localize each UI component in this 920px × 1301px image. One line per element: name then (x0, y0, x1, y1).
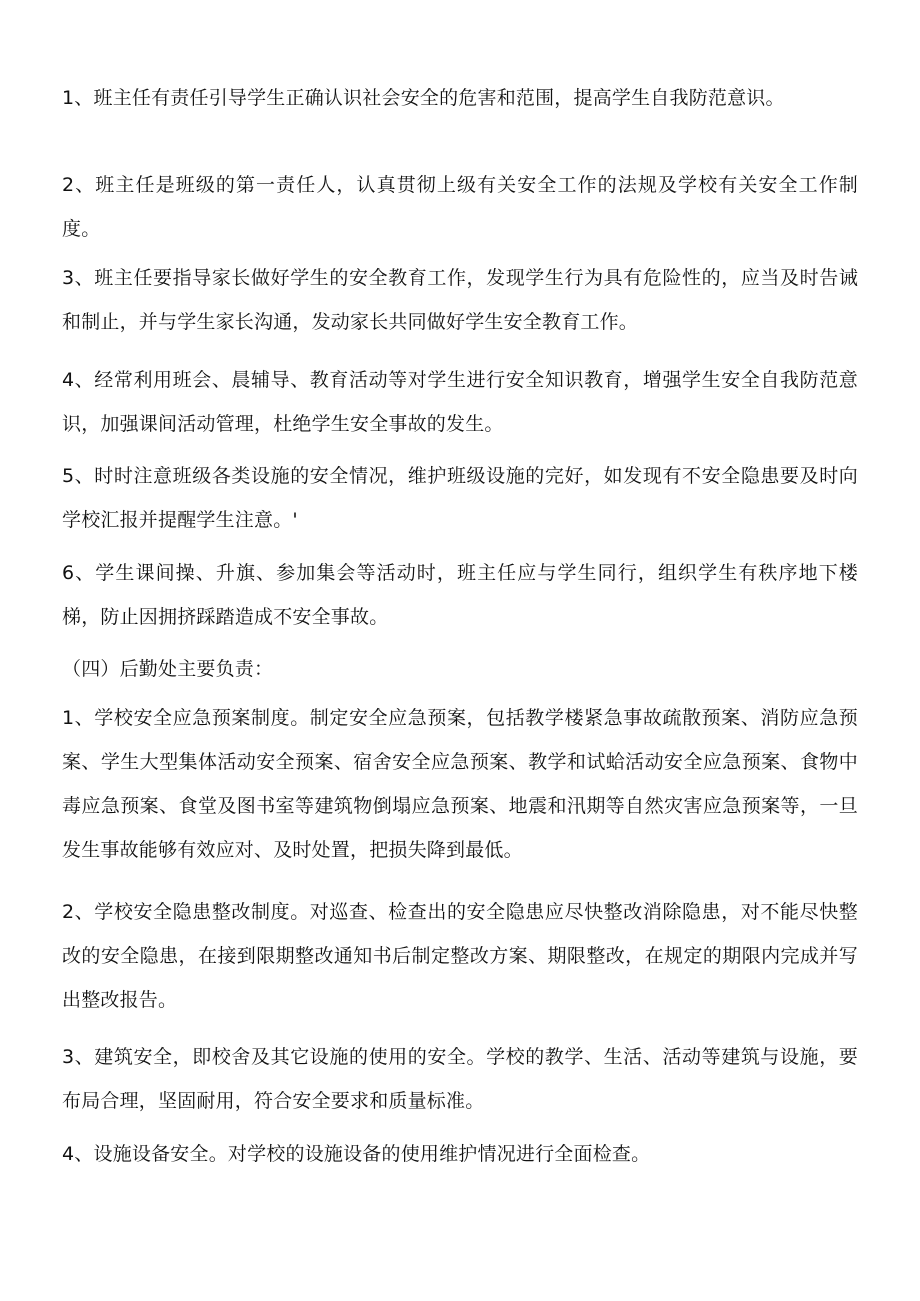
paragraph-logistics-3: 3、建筑安全，即校舍及其它设施的使用的安全。学校的教学、生活、活动等建筑与设施，要布局合理，坚固耐用，符合安全要求和质量标准。 (62, 1046, 858, 1112)
paragraph-class-teacher-5: 5、时时注意班级各类设施的安全情况，维护班级设施的完好，如发现有不安全隐患要及时向学校汇报并提醒学生注意。' (62, 465, 858, 531)
paragraph-logistics-2: 2、学校安全隐患整改制度。对巡查、检查出的安全隐患应尽快整改消除隐患，对不能尽快整改的安全隐患，在接到限期整改通知书后制定整改方案、期限整改，在规定的期限内完成并写出整改报告。 (62, 901, 858, 1011)
paragraph-class-teacher-6: 6、学生课间操、升旗、参加集会等活动时，班主任应与学生同行，组织学生有秩序地下楼梯，防止因拥挤踩踏造成不安全事故。 (62, 562, 858, 628)
paragraph-class-teacher-4: 4、经常利用班会、晨辅导、教育活动等对学生进行安全知识教育，增强学生安全自我防范意识，加强课间活动管理，杜绝学生安全事故的发生。 (62, 369, 858, 435)
paragraph-class-teacher-2: 2、班主任是班级的第一责任人，认真贯彻上级有关安全工作的法规及学校有关安全工作制度。 (62, 174, 858, 240)
paragraph-class-teacher-3: 3、班主任要指导家长做好学生的安全教育工作，发现学生行为具有危险性的，应当及时告诫和制止，并与学生家长沟通，发动家长共同做好学生安全教育工作。 (62, 267, 858, 333)
paragraph-logistics-1: 1、学校安全应急预案制度。制定安全应急预案，包括教学楼紧急事故疏散预案、消防应急预案、学生大型集体活动安全预案、宿舍安全应急预案、教学和试蛤活动安全应急预案、食物中毒应急预案、食堂及图书室等建筑物倒塌应急预案、地震和汛期等自然灾害应急预案等，一旦发生事故能够有效应对、及时处置，把损失降到最低。 (62, 707, 858, 861)
section-heading-logistics: （四）后勤处主要负责： (62, 658, 274, 680)
paragraph-logistics-4: 4、设施设备安全。对学校的设施设备的使用维护情况进行全面检查。 (62, 1143, 651, 1165)
paragraph-class-teacher-1: 1、班主任有责任引导学生正确认识社会安全的危害和范围，提高学生自我防范意识。 (62, 87, 785, 109)
